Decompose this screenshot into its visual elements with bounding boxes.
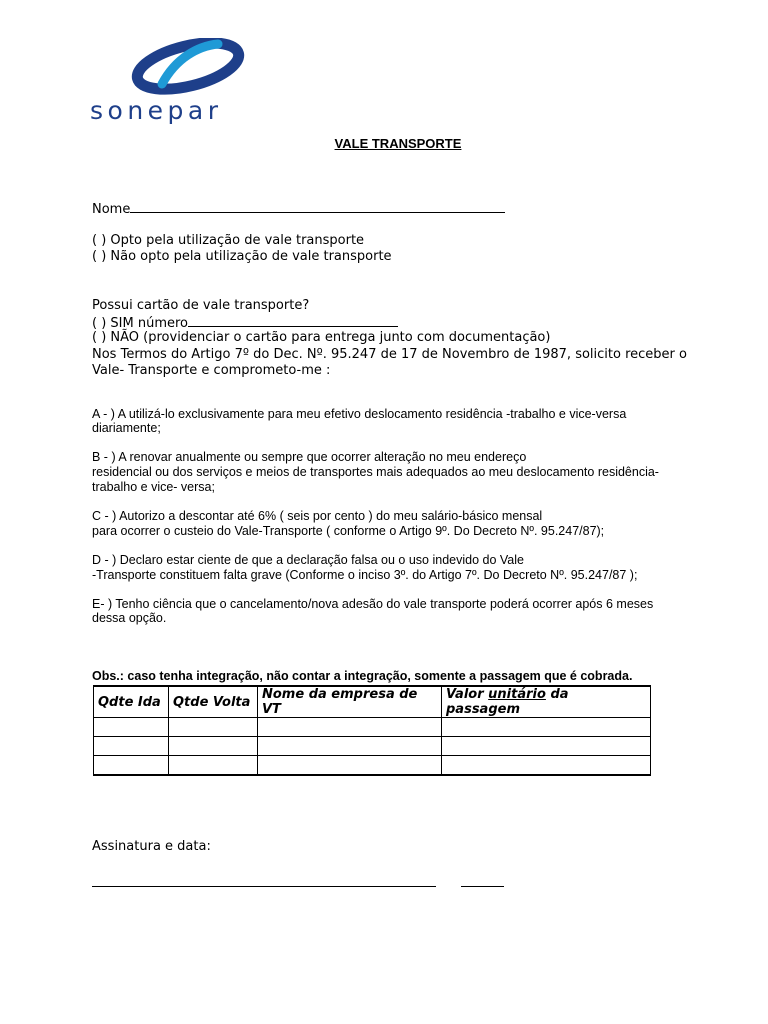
sim-label: ( ) SIM número — [92, 316, 188, 331]
clause-d-line-2: -Transporte constituem falta grave (Conforme o inciso 3º. do Artigo 7º. Do Decreto Nº. 95.247/87 ); — [92, 568, 638, 582]
clause-d-line-1: D - ) Declaro estar ciente de que a declaração falsa ou o uso indevido do Vale — [92, 553, 524, 567]
clause-e-line-1: E- ) Tenho ciência que o cancelamento/nova adesão do vale transporte poderá ocorrer após 6 meses — [92, 597, 654, 611]
clause-b-line-3: trabalho e vice- versa; — [92, 480, 215, 494]
nao-row[interactable]: ( ) NÃO (providenciar o cartão para entrega junto com documentação) — [92, 330, 551, 345]
clause-b-line-1: B - ) A renovar anualmente ou sempre que ocorrer alteração no meu endereço — [92, 450, 527, 464]
date-line[interactable] — [461, 886, 504, 887]
obs-note: Obs.: caso tenha integração, não contar a integração, somente a passagem que é cobrada. — [92, 669, 633, 683]
page-title: VALE TRANSPORTE — [334, 136, 462, 151]
col-empresa-vt — [258, 686, 442, 718]
card-number-field[interactable] — [188, 314, 398, 327]
clause-a-line-1: A - ) A utilizá-lo exclusivamente para meu efetivo deslocamento residência -trabalho e vice-versa — [92, 407, 627, 421]
table-cell[interactable] — [258, 718, 442, 737]
nome-field[interactable] — [130, 200, 505, 213]
table-cell[interactable] — [169, 756, 258, 776]
table-cell[interactable] — [258, 756, 442, 776]
col-valor-part-1: Valor — [446, 687, 489, 702]
clause-b-line-2: residencial ou dos serviços e meios de transportes mais adequados ao meu deslocamento residência- — [92, 465, 659, 479]
sonepar-logo-mark-icon — [90, 38, 260, 98]
col-empresa-vt-label: Nome da empresa de VT — [262, 687, 418, 717]
table-cell[interactable] — [442, 737, 651, 756]
table-cell[interactable] — [169, 718, 258, 737]
nome-label: Nome — [92, 202, 131, 217]
table-cell[interactable] — [442, 718, 651, 737]
col-valor-unitario — [442, 686, 651, 718]
col-qtde-volta: Qtde Volta — [169, 686, 258, 718]
col-valor-part-2: unitário — [488, 687, 546, 702]
table-row — [94, 718, 651, 737]
opt-in-text[interactable]: ( ) Opto pela utilização de vale transporte — [92, 233, 365, 248]
table-cell[interactable] — [94, 756, 169, 776]
clause-c-line-1: C - ) Autorizo a descontar até 6% ( seis por cento ) do meu salário-básico mensal — [92, 509, 543, 523]
terms-line-1: Nos Termos do Artigo 7º do Dec. Nº. 95.247 de 17 de Novembro de 1987, solicito receber o — [92, 347, 687, 362]
table-cell[interactable] — [94, 718, 169, 737]
clause-e-line-2: dessa opção. — [92, 611, 167, 625]
table-header-row — [94, 686, 651, 718]
table-cell[interactable] — [169, 737, 258, 756]
table-row — [94, 737, 651, 756]
sonepar-logo — [90, 38, 260, 125]
table-cell[interactable] — [258, 737, 442, 756]
logo-wordmark: sonepar — [90, 96, 223, 125]
table-cell[interactable] — [94, 737, 169, 756]
signature-line[interactable] — [92, 886, 436, 887]
opt-out-text[interactable]: ( ) Não opto pela utilização de vale transporte — [92, 249, 392, 264]
table-cell[interactable] — [442, 756, 651, 776]
col-qdte-ida: Qdte Ida — [94, 686, 169, 718]
terms-line-2: Vale- Transporte e comprometo-me : — [92, 363, 331, 378]
table-row — [94, 756, 651, 776]
clause-a-line-2: diariamente; — [92, 421, 161, 435]
nome-row — [92, 200, 505, 218]
signature-label: Assinatura e data: — [92, 839, 211, 854]
card-question: Possui cartão de vale transporte? — [92, 298, 310, 313]
col-valor-part-3: da passagem — [446, 687, 569, 717]
vt-table — [93, 685, 651, 776]
clause-c-line-2: para ocorrer o custeio do Vale-Transporte ( conforme o Artigo 9º. Do Decreto Nº. 95.247/87); — [92, 524, 605, 538]
